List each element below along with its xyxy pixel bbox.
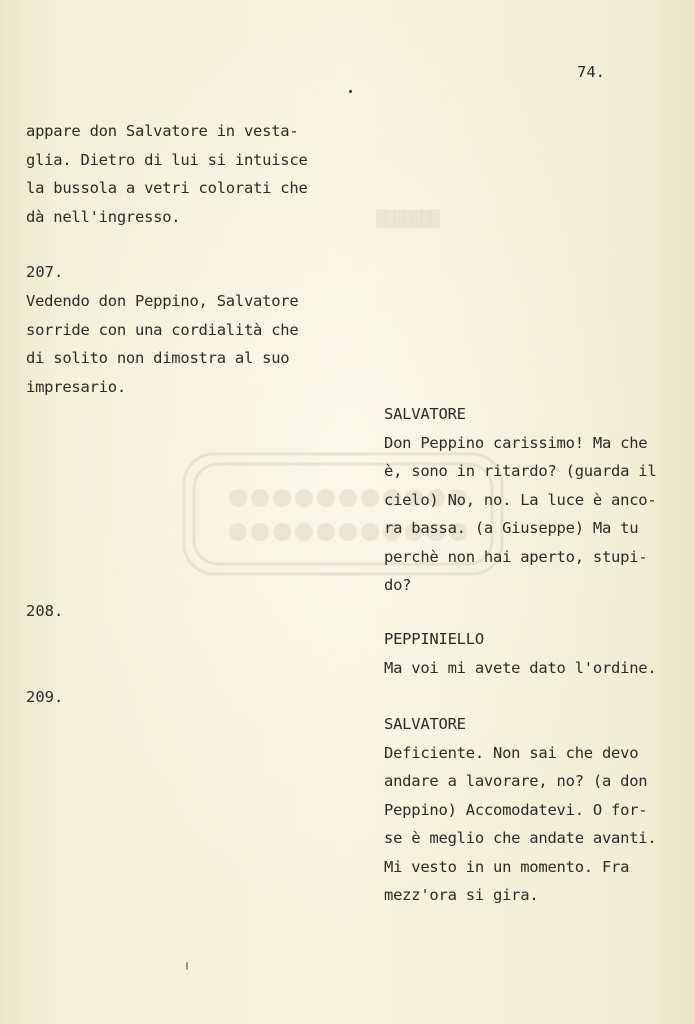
stage-direction-line: la bussola a vetri colorati che [26,179,308,197]
dialogue-line: andare a lavorare, no? (a don [384,772,648,790]
dialogue-line: cielo) No, no. La luce è anco- [384,490,657,509]
bleed-through-texture: ███████ [376,210,440,228]
dialogue-block [384,710,656,910]
stage-direction-line: di solito non dimostra al suo [26,349,290,367]
dialogue-line: ra bassa. (a Giuseppe) Ma tu [384,519,639,537]
dialogue-line: Ma voi mi avete dato l'ordine. [384,658,657,677]
dialogue-line: Peppino) Accomodatevi. O for- [384,800,648,819]
stage-direction-block [26,287,298,401]
dialogue-block [384,400,656,600]
ink-speck [349,90,352,93]
scene-number: 207. [26,263,64,281]
dialogue-block [384,625,656,682]
dialogue-line: mezz'ora si gira. [384,886,539,904]
dialogue-line: perchè non hai aperto, stupi- [384,547,648,566]
stage-direction-line: Vedendo don Peppino, Salvatore [26,292,299,310]
stage-direction-line: impresario. [26,377,126,396]
dialogue-line: Don Peppino carissimo! Ma che [384,433,648,452]
stage-direction-line: glia. Dietro di lui si intuisce [26,150,308,169]
scene-number: 208. [26,602,64,620]
speaker-name: PEPPINIELLO [384,630,484,648]
stage-direction-line: sorride con una cordialità che [26,320,299,339]
stage-direction-block [26,117,308,231]
ink-speck [186,962,188,970]
dialogue-line: Mi vesto in un momento. Fra [384,857,630,876]
dialogue-line: se è meglio che andate avanti. [384,829,657,847]
speaker-name: SALVATORE [384,715,466,733]
dialogue-line: Deficiente. Non sai che devo [384,743,639,762]
dialogue-line: do? [384,576,412,594]
stage-direction-line: appare don Salvatore in vesta- [26,122,299,140]
speaker-name: SALVATORE [384,405,466,423]
scene-number: 209. [26,688,64,706]
page-number: 74. [577,63,605,81]
dialogue-line: è, sono in ritardo? (guarda il [384,462,657,480]
stage-direction-line: dà nell'ingresso. [26,207,181,226]
